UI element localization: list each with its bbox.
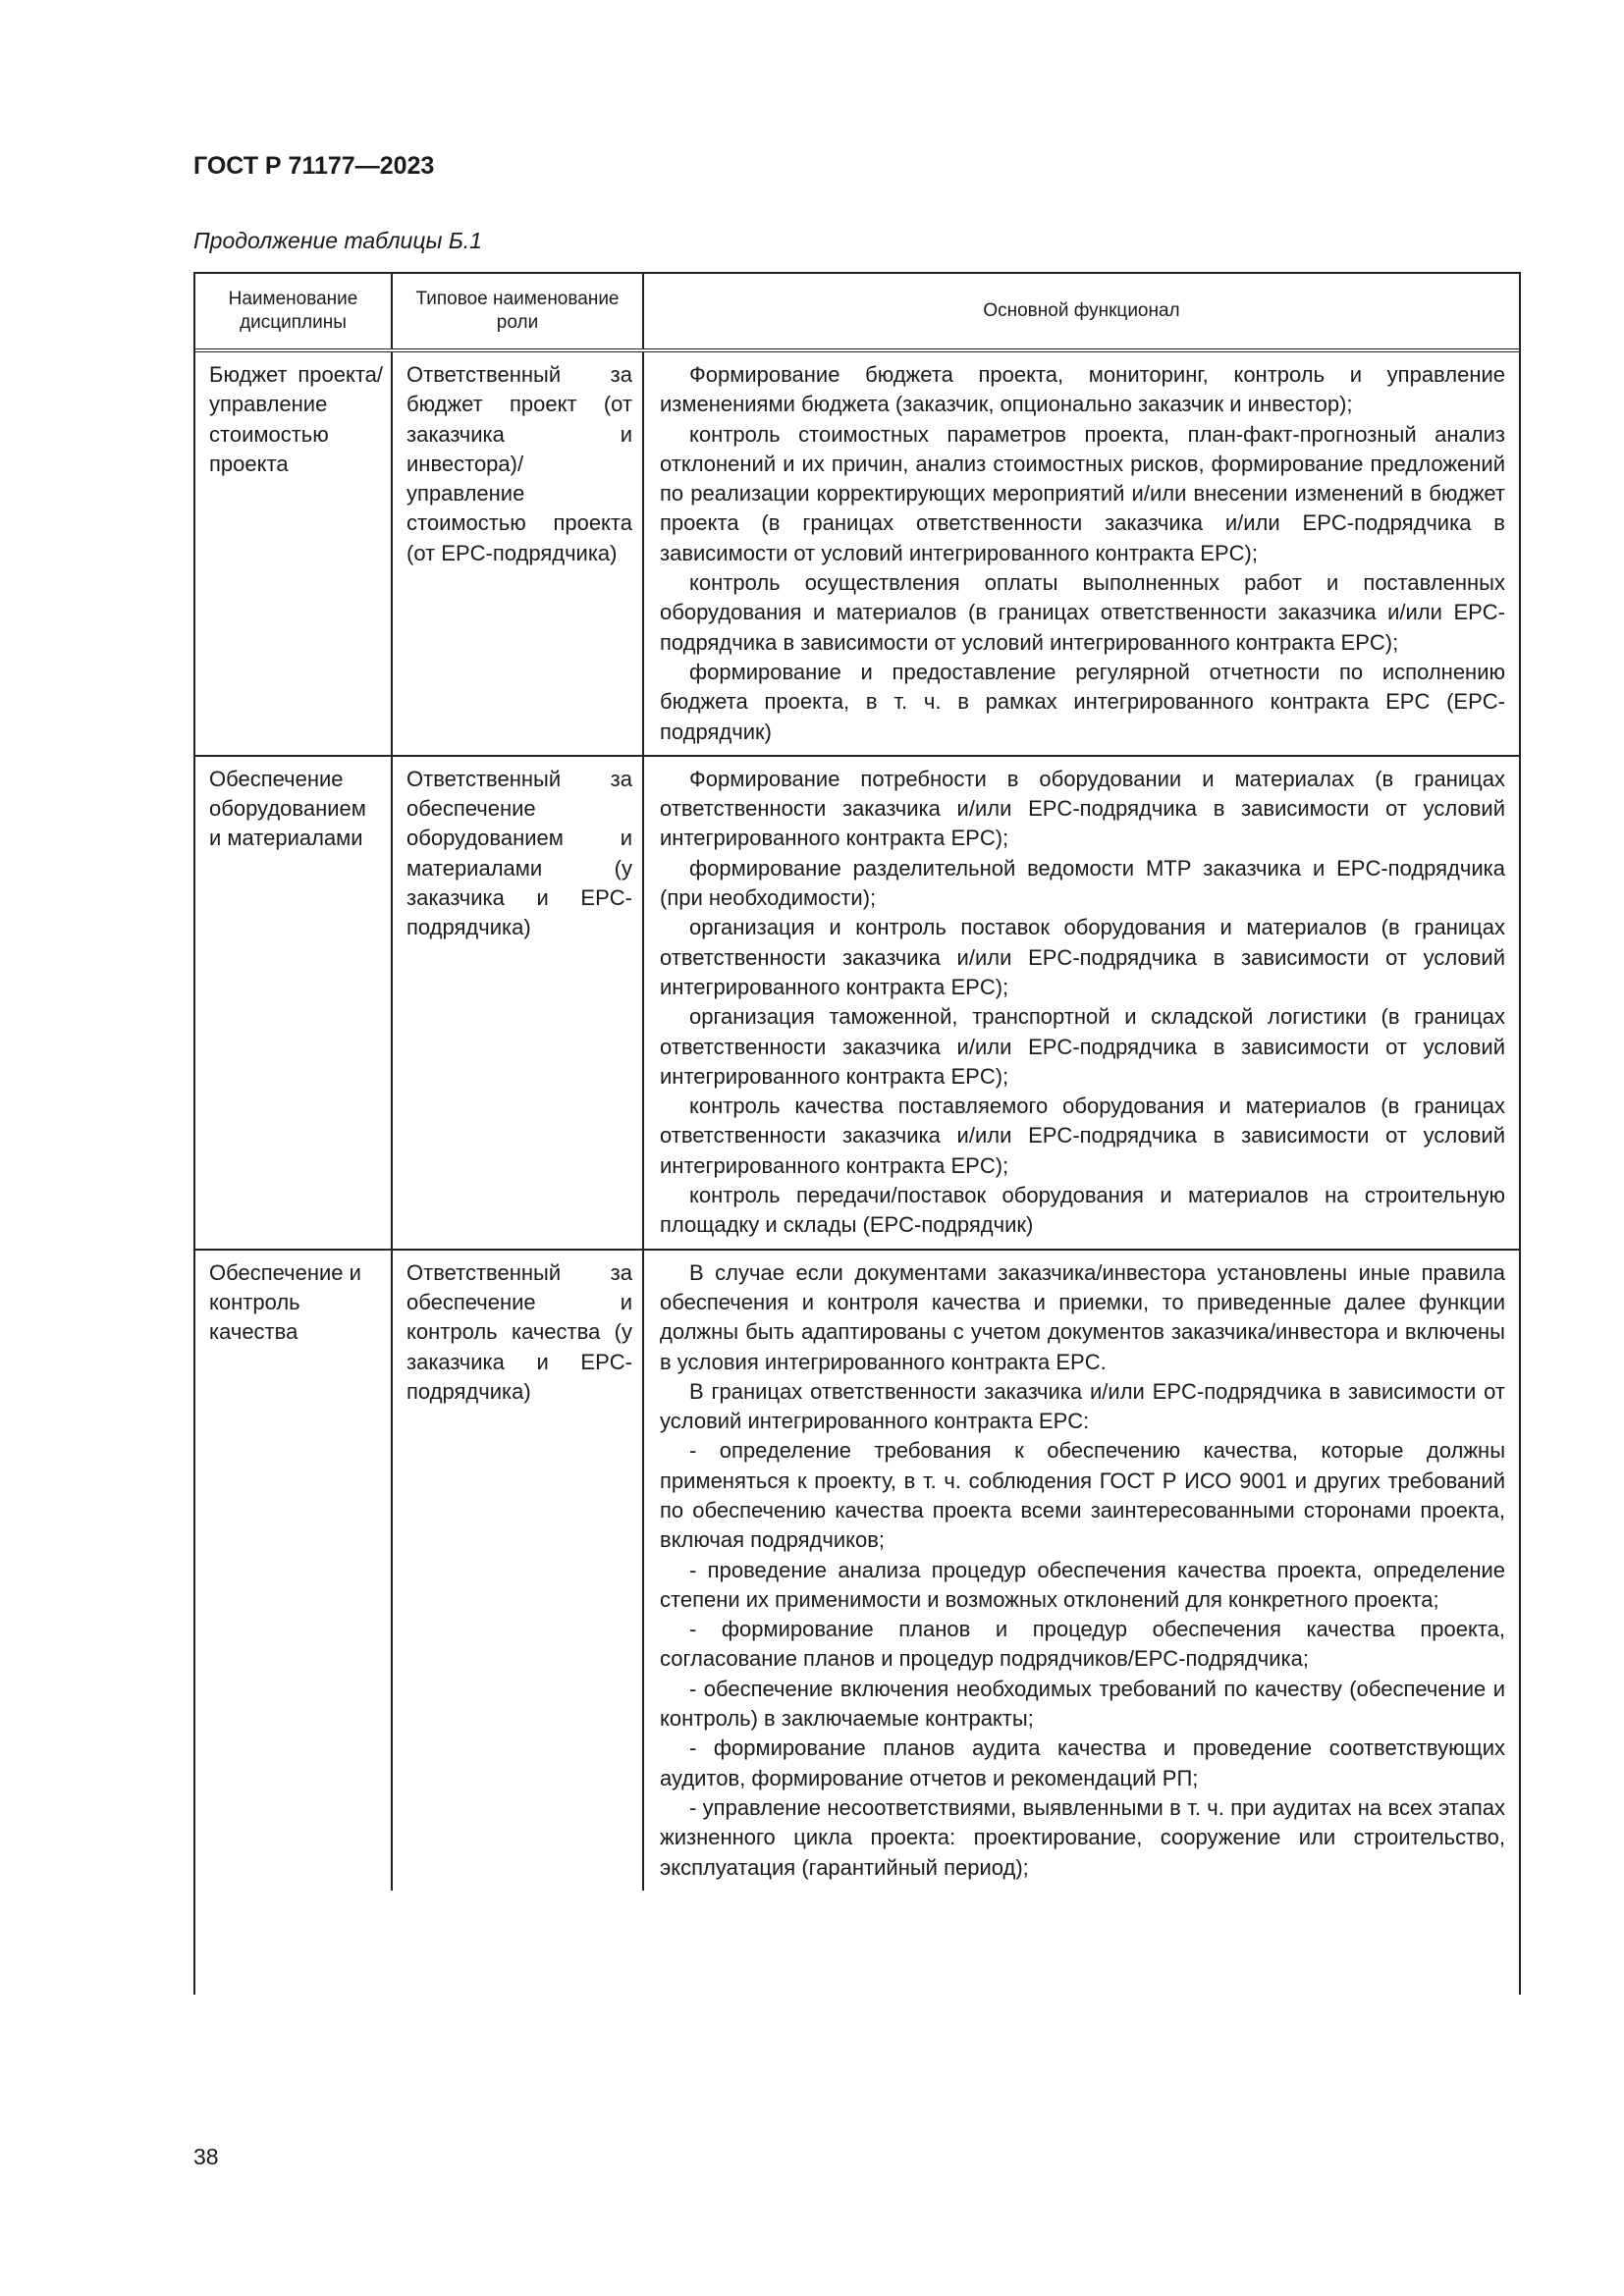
function-paragraph: Формирование потребности в оборудовании и материалах (в границах ответственности заказчика и/или EPC-подрядчика в зависимости от условий интегрированного контракта EPC); bbox=[660, 766, 1505, 851]
table-row bbox=[195, 1250, 1519, 1891]
function-paragraph: - обеспечение включения необходимых требований по качеству (обеспечение и контроль) в заключаемые контракты; bbox=[660, 1676, 1505, 1732]
document-code: ГОСТ Р 71177—2023 bbox=[193, 152, 435, 180]
function-paragraph: В случае если документами заказчика/инвестора установлены иные правила обеспечения и контроля качества и приемки, то приведенные далее функции должны быть адаптированы с учетом документов заказчика/инвестора и включены в условия интегрированного контракта EPC. bbox=[660, 1259, 1505, 1374]
function-paragraph: контроль передачи/поставок оборудования и материалов на строительную площадку и склады (EPC-подрядчик) bbox=[660, 1183, 1505, 1238]
function-paragraph: контроль стоимостных параметров проекта, план-факт-прогнозный анализ отклонений и их причин, анализ стоимостных рисков, формирование предложений по реализации корректирующих мероприятий и/или внесении изменений в бюджет проекта (в границах ответственности заказчика и/или EPC-подрядчика в зависимости от условий интегрированного контракта EPC); bbox=[660, 421, 1505, 565]
role-cell: Ответственный за бюджет проект (от заказчика и инвестора)/управление стоимостью проекта (от EPC-подрядчика) bbox=[392, 350, 643, 756]
column-header-function: Основной функционал bbox=[983, 300, 1180, 321]
function-paragraph: - формирование планов и процедур обеспечения качества проекта, согласование планов и процедур подрядчиков/EPC-подрядчика; bbox=[660, 1617, 1505, 1672]
function-paragraph: формирование и предоставление регулярной отчетности по исполнению бюджета проекта, в т. ч. в рамках интегрированного контракта EPC (EPC-подрядчик) bbox=[660, 659, 1505, 744]
function-paragraph: В границах ответственности заказчика и/или EPC-подрядчика в зависимости от условий интегрированного контракта EPC: bbox=[660, 1378, 1505, 1434]
table-header-row bbox=[195, 274, 1519, 350]
function-paragraph: - определение требования к обеспечению качества, которые должны применяться к проекту, в т. ч. соблюдения ГОСТ Р ИСО 9001 и других требований по обеспечению качества проекта всеми заинтересованными сторонами проекта, включая подрядчиков; bbox=[660, 1438, 1505, 1553]
function-paragraph: организация таможенной, транспортной и складской логистики (в границах ответственности заказчика и/или EPC-подрядчика в зависимости от условий интегрированного контракта EPC); bbox=[660, 1004, 1505, 1089]
discipline-cell: Обеспечение оборудованием и материалами bbox=[195, 756, 392, 1250]
page-number: 38 bbox=[193, 2144, 219, 2169]
roles-table bbox=[193, 272, 1521, 1995]
function-cell bbox=[643, 756, 1519, 1250]
function-paragraph: организация и контроль поставок оборудования и материалов (в границах ответственности заказчика и/или EPC-подрядчика в зависимости от условий интегрированного контракта EPC); bbox=[660, 915, 1505, 999]
table-caption: Продолжение таблицы Б.1 bbox=[193, 228, 482, 253]
function-paragraph: - проведение анализа процедур обеспечения качества проекта, определение степени их применимости и возможных отклонений для конкретного проекта; bbox=[660, 1557, 1505, 1612]
function-paragraph: контроль качества поставляемого оборудования и материалов (в границах ответственности заказчика и/или EPC-подрядчика в зависимости от условий интегрированного контракта EPC); bbox=[660, 1094, 1505, 1178]
discipline-cell: Бюджет проекта/управление стоимостью проекта bbox=[195, 350, 392, 756]
column-header-role: Типовое наименование роли bbox=[392, 274, 643, 350]
discipline-cell: Обеспечение и контроль качества bbox=[195, 1250, 392, 1891]
function-paragraph: - формирование планов аудита качества и проведение соответствующих аудитов, формирование отчетов и рекомендаций РП; bbox=[660, 1735, 1505, 1790]
role-cell: Ответственный за обеспечение оборудованием и материалами (у заказчика и EPC-подрядчика) bbox=[392, 756, 643, 1250]
table-row bbox=[195, 756, 1519, 1250]
function-cell bbox=[643, 1250, 1519, 1891]
function-paragraph: формирование разделительной ведомости МТР заказчика и EPC-подрядчика (при необходимости); bbox=[660, 855, 1505, 911]
table-row bbox=[195, 350, 1519, 756]
function-paragraph: контроль осуществления оплаты выполненных работ и поставленных оборудования и материалов (в границах ответственности заказчика и/или EPC-подрядчика в зависимости от условий интегрированного контракта EPC); bbox=[660, 570, 1505, 655]
function-cell bbox=[643, 350, 1519, 756]
column-header-discipline: Наименование дисциплины bbox=[195, 274, 392, 350]
function-paragraph: Формирование бюджета проекта, мониторинг, контроль и управление изменениями бюджета (заказчик, опционально заказчик и инвестор); bbox=[660, 362, 1505, 417]
role-cell: Ответственный за обеспечение и контроль качества (у заказчика и EPC-подрядчика) bbox=[392, 1250, 643, 1891]
function-paragraph: - управление несоответствиями, выявленными в т. ч. при аудитах на всех этапах жизненного цикла проекта: проектирование, сооружение или строительство, эксплуатация (гарантийный период); bbox=[660, 1794, 1505, 1880]
